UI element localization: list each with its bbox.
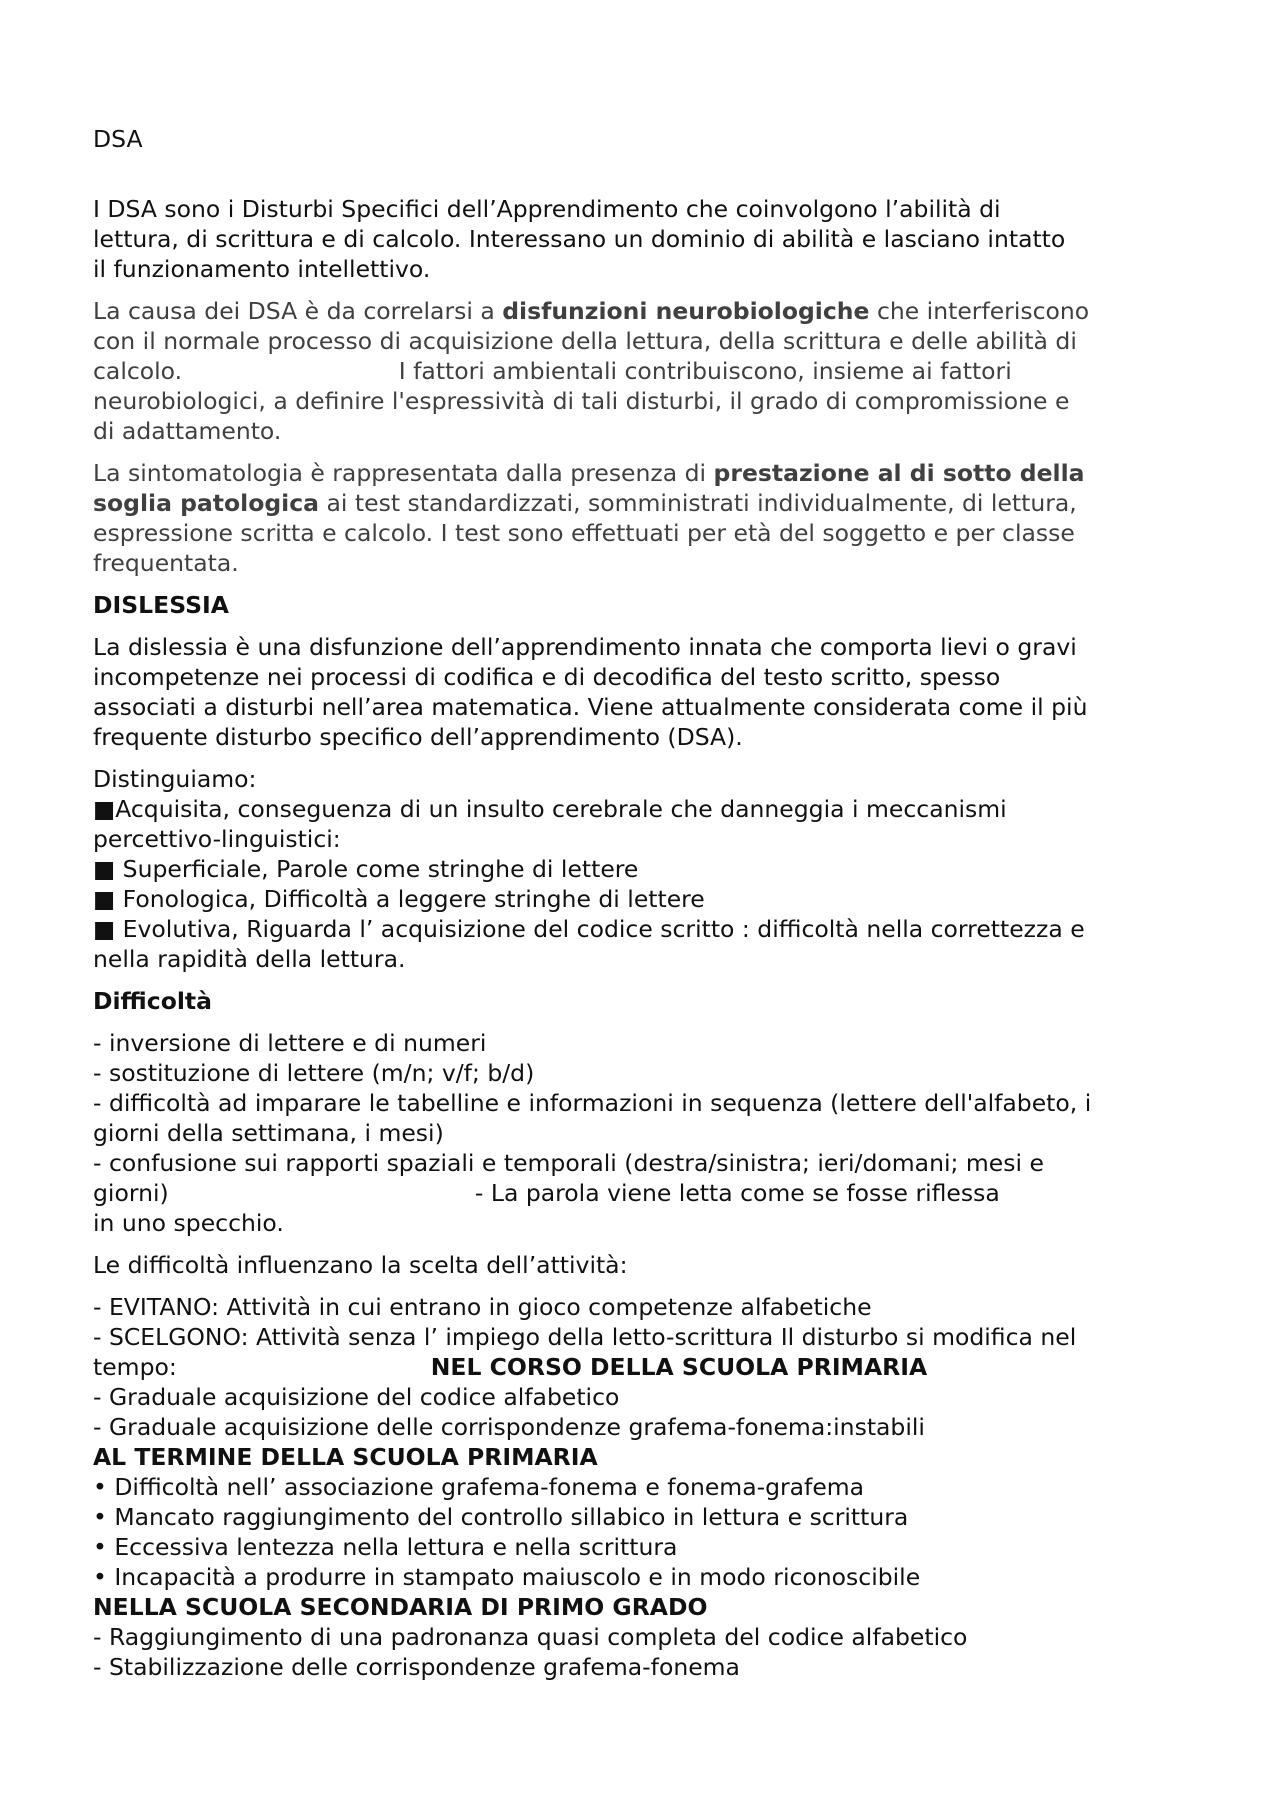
cause-text: che interferiscono (869, 297, 1090, 325)
dyslexia-paragraph (93, 632, 1203, 752)
types-line: ■ Evolutiva, Riguarda l’ acquisizione del codice scritto : difficoltà nella correttezza e (93, 915, 1085, 943)
types-line: percettivo-linguistici: (93, 825, 341, 853)
document-title: DSA (93, 125, 143, 153)
intro-paragraph (93, 194, 1203, 284)
activity-text: tempo: (93, 1353, 431, 1381)
dyslexia-line: incompetenze nei processi di codifica e di decodifica del testo scritto, spesso (93, 663, 1001, 691)
activity-block (93, 1292, 1203, 1442)
secondary-item: - Stabilizzazione delle corrispondenze grafema-fonema (93, 1653, 740, 1681)
types-list (93, 764, 1203, 974)
spacer (93, 1016, 1203, 1028)
dyslexia-line: frequente disturbo specifico dell’apprendimento (DSA). (93, 723, 743, 751)
secondary-item: - Raggiungimento di una padronanza quasi completa del codice alfabetico (93, 1623, 968, 1651)
difficulties-line: - difficoltà ad imparare le tabelline e informazioni in sequenza (lettere dell'alfabeto, i (93, 1089, 1092, 1117)
cause-emphasis: disfunzioni neurobiologiche (502, 297, 870, 325)
difficulties-line: - sostituzione di lettere (m/n; v/f; b/d) (93, 1059, 535, 1087)
activity-line (93, 1352, 1203, 1382)
spacer (93, 1280, 1203, 1292)
activity-line: - SCELGONO: Attività senza l’ impiego della letto-scrittura Il disturbo si modifica nel (93, 1323, 1077, 1351)
difficulties-list (93, 1028, 1203, 1238)
dyslexia-heading: DISLESSIA (93, 591, 229, 619)
difficulties-line: giorni) - La parola viene letta come se fosse riflessa (93, 1179, 1000, 1207)
secondary-heading: NELLA SCUOLA SECONDARIA DI PRIMO GRADO (93, 1593, 708, 1621)
secondary-list (93, 1622, 1203, 1682)
cause-line: di adattamento. (93, 417, 282, 445)
types-line: nella rapidità della lettura. (93, 945, 406, 973)
cause-text: La causa dei DSA è da correlarsi a (93, 297, 503, 325)
primary-end-heading: AL TERMINE DELLA SCUOLA PRIMARIA (93, 1443, 598, 1471)
difficulties-line: - confusione sui rapporti spaziali e temporali (destra/sinistra; ieri/domani; mesi e (93, 1149, 1044, 1177)
primary-course-heading: NEL CORSO DELLA SCUOLA PRIMARIA (430, 1353, 928, 1381)
symptoms-emphasis: prestazione al di sotto della (713, 459, 1085, 487)
dyslexia-line: associati a disturbi nell’area matematica. Viene attualmente considerata come il più (93, 693, 1088, 721)
symptoms-line: espressione scritta e calcolo. I test sono effettuati per età del soggetto e per classe (93, 519, 1075, 547)
difficulties-line: giorni della settimana, i mesi) (93, 1119, 444, 1147)
primary-end-item: • Difficoltà nell’ associazione grafema-fonema e fonema-grafema (93, 1473, 865, 1501)
activity-line: - Graduale acquisizione del codice alfabetico (93, 1383, 620, 1411)
difficulties-line: in uno specchio. (93, 1209, 284, 1237)
symptoms-paragraph (93, 458, 1203, 578)
cause-paragraph (93, 296, 1203, 446)
difficulties-line: - inversione di lettere e di numeri (93, 1029, 487, 1057)
activity-line: - Graduale acquisizione delle corrispondenze grafema-fonema:instabili (93, 1413, 925, 1441)
spacer (93, 752, 1203, 764)
symptoms-line (93, 458, 1203, 488)
spacer (93, 1238, 1203, 1250)
symptoms-line: frequentata. (93, 549, 239, 577)
types-line: ■ Fonologica, Difficoltà a leggere stringhe di lettere (93, 885, 705, 913)
spacer (93, 154, 1203, 194)
primary-end-item: • Mancato raggiungimento del controllo sillabico in lettura e scrittura (93, 1503, 909, 1531)
types-line: ■ Superficiale, Parole come stringhe di lettere (93, 855, 639, 883)
symptoms-text: ai test standardizzati, somministrati individualmente, di lettura, (319, 489, 1077, 517)
symptoms-emphasis: soglia patologica (93, 489, 320, 517)
cause-line: calcolo. I fattori ambientali contribuiscono, insieme ai fattori (93, 357, 1012, 385)
spacer (93, 284, 1203, 296)
types-line: ■Acquisita, conseguenza di un insulto cerebrale che danneggia i meccanismi (93, 795, 1007, 823)
spacer (93, 446, 1203, 458)
primary-end-list (93, 1472, 1203, 1592)
intro-line: I DSA sono i Disturbi Specifici dell’Apprendimento che coinvolgono l’abilità di (93, 195, 1001, 223)
symptoms-line (93, 488, 1203, 518)
spacer (93, 974, 1203, 986)
difficulties-heading: Difficoltà (93, 987, 212, 1015)
primary-end-item: • Eccessiva lentezza nella lettura e nella scrittura (93, 1533, 678, 1561)
cause-line: neurobiologici, a definire l'espressività di tali disturbi, il grado di compromissione e (93, 387, 1070, 415)
cause-line (93, 296, 1203, 326)
intro-line: lettura, di scrittura e di calcolo. Interessano un dominio di abilità e lasciano intatto (93, 225, 1066, 253)
dyslexia-line: La dislessia è una disfunzione dell’apprendimento innata che comporta lievi o gravi (93, 633, 1077, 661)
spacer (93, 620, 1203, 632)
intro-line: il funzionamento intellettivo. (93, 255, 431, 283)
activity-intro: Le difficoltà influenzano la scelta dell’attività: (93, 1251, 628, 1279)
types-line: Distinguiamo: (93, 765, 257, 793)
document-page (93, 124, 1203, 1682)
spacer (93, 578, 1203, 590)
primary-end-item: • Incapacità a produrre in stampato maiuscolo e in modo riconoscibile (93, 1563, 921, 1591)
activity-line: - EVITANO: Attività in cui entrano in gioco competenze alfabetiche (93, 1293, 872, 1321)
cause-line: con il normale processo di acquisizione della lettura, della scrittura e delle abilità di (93, 327, 1077, 355)
symptoms-text: La sintomatologia è rappresentata dalla presenza di (93, 459, 714, 487)
